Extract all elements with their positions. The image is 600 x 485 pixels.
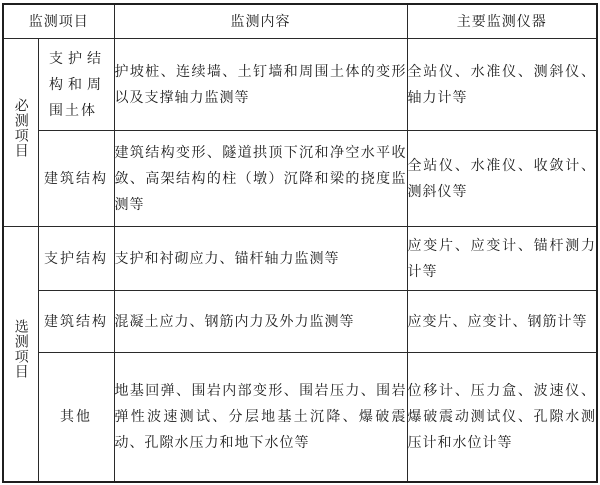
row-content: 地基回弹、围岩内部变形、围岩压力、围岩弹性波速测试、分层地基土沉降、爆破震动、孔隙水压力和地下水位等	[114, 353, 407, 482]
header-project: 监测项目	[3, 4, 114, 39]
row-object-label: 其他	[60, 408, 92, 425]
row-object	[38, 353, 114, 482]
table-row	[3, 353, 597, 482]
row-instruments: 全站仪、水准仪、测斜仪、轴力计等	[407, 39, 597, 131]
category-required-label: 必测项目	[12, 98, 29, 158]
row-object	[38, 291, 114, 353]
row-content: 混凝土应力、钢筋内力及外力监测等	[114, 291, 407, 353]
row-object	[38, 227, 114, 291]
monitoring-table	[2, 3, 598, 483]
table-row	[3, 227, 597, 291]
row-content: 支护和衬砌应力、锚杆轴力监测等	[114, 227, 407, 291]
header-instruments: 主要监测仪器	[407, 4, 597, 39]
table-row	[3, 39, 597, 131]
header-row	[3, 4, 597, 39]
row-object	[38, 39, 114, 131]
row-object	[38, 131, 114, 227]
row-instruments: 应变片、应变计、锚杆测力计等	[407, 227, 597, 291]
row-instruments: 全站仪、水准仪、收敛计、测斜仪等	[407, 131, 597, 227]
category-required	[3, 39, 38, 227]
row-object-label: 支护结构	[44, 250, 108, 267]
row-object-label: 支护结构和周围土体	[49, 50, 103, 119]
category-optional	[3, 227, 38, 482]
category-optional-label: 选测项目	[12, 319, 29, 380]
header-content: 监测内容	[114, 4, 407, 39]
row-object-label: 建筑结构	[44, 170, 108, 187]
row-instruments: 位移计、压力盒、波速仪、爆破震动测试仪、孔隙水测压计和水位计等	[407, 353, 597, 482]
row-instruments: 应变片、应变计、钢筋计等	[407, 291, 597, 353]
table-row	[3, 291, 597, 353]
row-content: 建筑结构变形、隧道拱顶下沉和净空水平收敛、高架结构的柱（墩）沉降和梁的挠度监测等	[114, 131, 407, 227]
row-object-label: 建筑结构	[44, 313, 108, 330]
table-row	[3, 131, 597, 227]
row-content: 护坡桩、连续墙、土钉墙和周围土体的变形以及支撑轴力监测等	[114, 39, 407, 131]
